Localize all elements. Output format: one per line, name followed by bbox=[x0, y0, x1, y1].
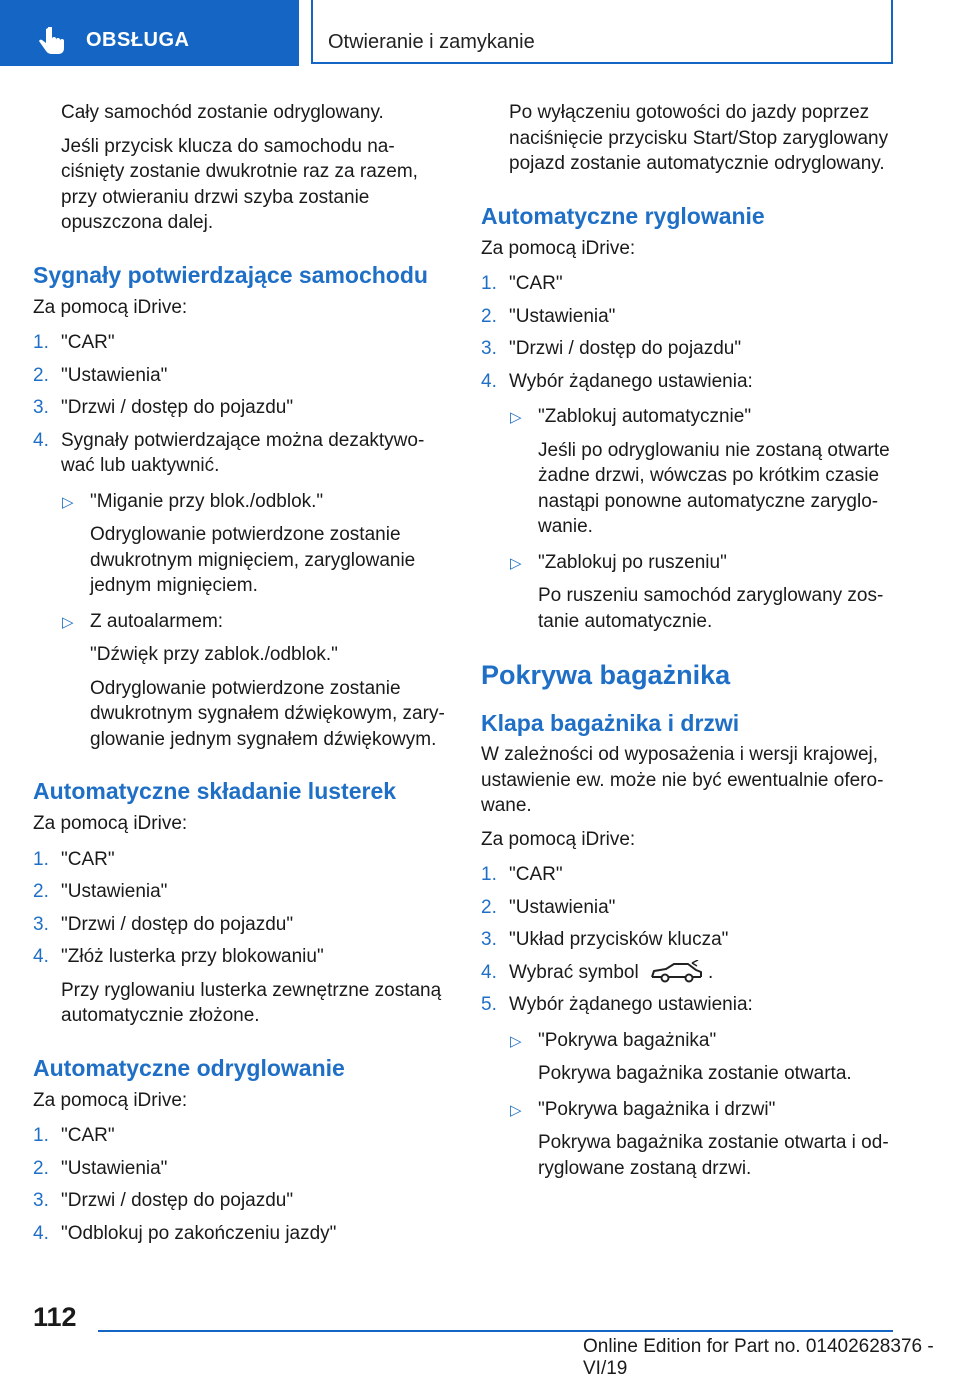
left-column bbox=[33, 100, 451, 1246]
list-item: 4. Sygnały potwierdzające można dezaktywować lub uaktywnić. bbox=[33, 429, 425, 476]
triangle-bullet-icon: ▷ bbox=[62, 613, 74, 631]
bullet-item: ▷ "Pokrywa bagażnika" bbox=[481, 1028, 896, 1054]
intro-text: Za pomocą iDrive: bbox=[481, 237, 636, 259]
bullet-item: ▷ Z autoalarmem: bbox=[33, 609, 451, 635]
list-item: 3. "Drzwi / dostęp do pojazdu" bbox=[481, 338, 742, 359]
section-heading: Automatyczne ryglowanie bbox=[481, 202, 765, 229]
footer-edition: Online Edition for Part no. 01402628376 - VI/19 bbox=[583, 1336, 934, 1379]
list-item: 2. "Ustawienia" bbox=[33, 1157, 168, 1179]
bullet-desc: Pokrywa bagażnika zostanie otwarta i odryglowane zostaną drzwi. bbox=[538, 1132, 889, 1179]
intro-text: Za pomocą iDrive: bbox=[33, 1089, 188, 1111]
list-item: 3. "Drzwi / dostęp do pojazdu" bbox=[33, 913, 294, 935]
list-item: 4. Wybrać symbol . bbox=[481, 961, 714, 983]
bullet-desc: Odryglowanie potwierdzone zostanie dwukrotnym sygnałem dźwiękowym, zaryglowanie jednym sygnałem dźwiękowym. bbox=[90, 677, 445, 750]
triangle-bullet-icon: ▷ bbox=[62, 493, 74, 511]
list-item: 2. "Ustawienia" bbox=[481, 305, 616, 327]
bullet-item: ▷ "Zablokuj automatycznie" bbox=[481, 404, 896, 430]
section-heading: Klapa bagażnika i drzwi bbox=[481, 710, 740, 736]
bullet-desc: Odryglowanie potwierdzone zostanie dwukrotnym mignięciem, zaryglowanie jednym mignięciem. bbox=[90, 524, 416, 596]
page-title: Otwieranie i zamykanie bbox=[328, 31, 535, 53]
list-item: 1. "CAR" bbox=[481, 273, 563, 294]
bullet-desc: Jeśli po odryglowaniu nie zostaną otwarte żadne drzwi, wówczas po krótkim czasie nastąpi ponowne automatyczne zaryglowanie. bbox=[538, 439, 890, 537]
section-label: OBSŁUGA bbox=[86, 29, 190, 51]
section-heading: Sygnały potwierdzające samochodu bbox=[33, 261, 428, 288]
footer-divider bbox=[98, 1330, 893, 1332]
section-heading: Automatyczne składanie lusterek bbox=[33, 778, 397, 804]
section-tab[interactable] bbox=[0, 0, 299, 66]
bullet-sub: "Dźwięk przy zablok./odblok." bbox=[90, 644, 338, 665]
list-item: 2. "Ustawienia" bbox=[33, 364, 168, 386]
triangle-bullet-icon: ▷ bbox=[510, 409, 522, 426]
list-item: 1. "CAR" bbox=[33, 332, 115, 353]
paragraph: Po wyłączeniu gotowości do jazdy poprzez naciśnięcie przycisku Start/Stop zaryglowany pojazd zostanie automatycznie odryglowany. bbox=[509, 102, 889, 174]
right-column bbox=[481, 100, 896, 1181]
bullet-item: ▷ "Miganie przy blok./odblok." bbox=[33, 489, 451, 515]
section-heading: Automatyczne odryglowanie bbox=[33, 1054, 345, 1081]
list-item: 2. "Ustawienia" bbox=[481, 896, 616, 918]
list-item: 1. "CAR" bbox=[481, 864, 563, 885]
list-item: 4. "Odblokuj po zakończeniu jazdy" bbox=[33, 1222, 337, 1244]
page-number: 112 bbox=[33, 1302, 77, 1332]
page-header bbox=[311, 0, 893, 64]
list-item: 4. Wybór żądanego ustawienia: bbox=[481, 370, 753, 392]
bullet-desc: Pokrywa bagażnika zostanie otwarta. bbox=[538, 1063, 852, 1084]
triangle-bullet-icon: ▷ bbox=[510, 554, 522, 572]
car-trunk-icon bbox=[648, 960, 704, 984]
list-item: 1. "CAR" bbox=[33, 1125, 115, 1146]
bullet-desc: Po ruszeniu samochód zaryglowany zostanie automatycznie. bbox=[538, 585, 884, 632]
paragraph: W zależności od wyposażenia i wersji krajowej, ustawienie ew. może nie być ewentualnie oferowane. bbox=[481, 744, 884, 816]
bullet-item: ▷ "Zablokuj po ruszeniu" bbox=[481, 550, 896, 576]
list-item: 3. "Drzwi / dostęp do pojazdu" bbox=[33, 397, 294, 418]
list-item: 3. "Drzwi / dostęp do pojazdu" bbox=[33, 1190, 294, 1211]
hand-pointer-icon bbox=[38, 27, 68, 55]
triangle-bullet-icon: ▷ bbox=[510, 1101, 522, 1119]
intro-text: Za pomocą iDrive: bbox=[33, 296, 188, 318]
list-item: 4. "Złóż lusterka przy blokowaniu" bbox=[33, 946, 324, 967]
item-desc: Przy ryglowaniu lusterka zewnętrzne zostaną automatycznie złożone. bbox=[61, 979, 442, 1026]
list-item: 1. "CAR" bbox=[33, 848, 115, 870]
chapter-heading: Pokrywa bagażnika bbox=[481, 660, 731, 690]
list-item: 2. "Ustawienia" bbox=[33, 881, 168, 902]
intro-text: Za pomocą iDrive: bbox=[481, 828, 636, 850]
bullet-item: ▷ "Pokrywa bagażnika i drzwi" bbox=[481, 1097, 896, 1123]
paragraph: Cały samochód zostanie odryglowany. bbox=[61, 102, 384, 123]
paragraph: Jeśli przycisk klucza do samochodu naciśnięty zostanie dwukrotnie raz za razem, przy otwieraniu drzwi szyba zostanie opuszczona dalej. bbox=[61, 135, 418, 233]
list-item: 5. Wybór żądanego ustawienia: bbox=[481, 994, 753, 1015]
list-item: 3. "Układ przycisków klucza" bbox=[481, 929, 729, 950]
triangle-bullet-icon: ▷ bbox=[510, 1032, 522, 1050]
intro-text: Za pomocą iDrive: bbox=[33, 813, 188, 834]
